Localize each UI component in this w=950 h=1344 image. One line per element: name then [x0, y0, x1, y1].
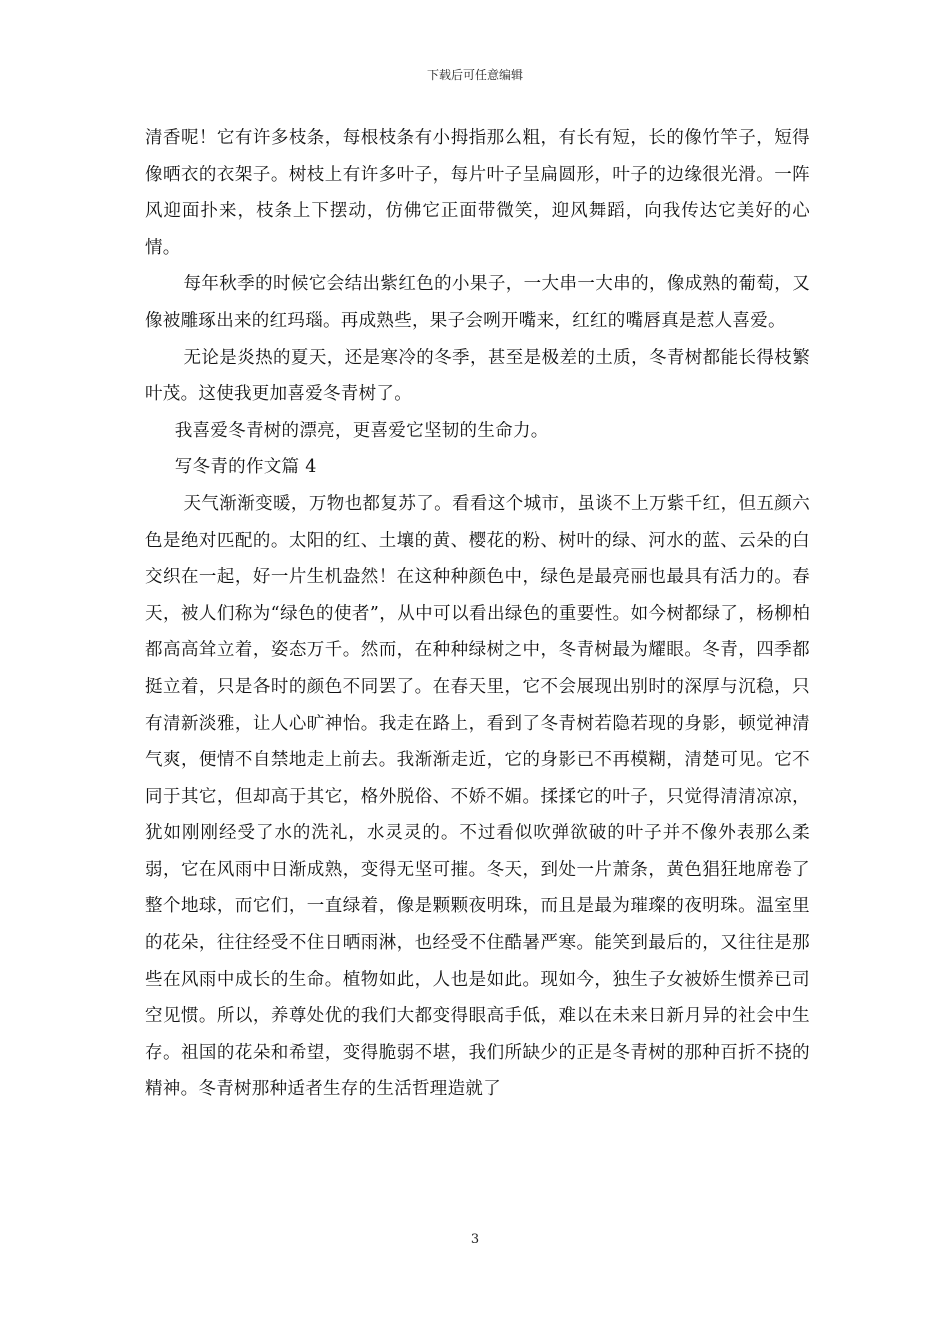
section-heading: 写冬青的作文篇 4: [174, 457, 317, 478]
paragraph-5: 天气渐渐变暖，万物也都复苏了。看看这个城市，虽谈不上万紫千红，但五颜六色是绝对匹配的。太阳的红、土壤的黄、樱花的粉、树叶的绿、河水的蓝、云朵的白交织在一起，好一片生机盎然！在这种种颜色中，绿色是最亮丽也最具有活力的。春天，被人们称为“绿色的使者”，从中可以看出绿色的重要性。如今树都绿了，杨柳柏都高高耸立着，姿态万千。然而，在种种绿树之中，冬青树最为耀眼。冬青，四季都挺立着，只是各时的颜色不同罢了。在春天里，它不会展现出别时的深厚与沉稳，只有清新淡雅，让人心旷神怡。我走在路上，看到了冬青树若隐若现的身影，顿觉神清气爽，便情不自禁地走上前去。我渐渐走近，它的身影已不再模糊，清楚可见。它不同于其它，但却高于其它，格外脱俗、不娇不媚。揉揉它的叶子，只觉得清清凉凉，犹如刚刚经受了水的洗礼，水灵灵的。不过看似吹弹欲破的叶子并不像外表那么柔弱，它在风雨中日渐成熟，变得无坚可摧。冬天，到处一片萧条，黄色猖狂地席卷了整个地球，而它们，一直绿着，像是颗颗夜明珠，而且是最为璀璨的夜明珠。温室里的花朵，往往经受不住日晒雨淋，也经受不住酷暑严寒。能笑到最后的，又往往是那些在风雨中成长的生命。植物如此，人也是如此。现如今，独生子女被娇生惯养已司空见惯。所以，养尊处优的我们大都变得眼高手低，难以在未来日新月异的社会中生存。祖国的花朵和希望，变得脆弱不堪，我们所缺少的正是冬青树的那种百折不挠的精神。冬青树那种适者生存的生活哲理造就了: [145, 493, 810, 1100]
paragraph-1: 清香呢！它有许多枝条，每根枝条有小拇指那么粗，有长有短，长的像竹竿子，短得像晒衣的衣架子。树枝上有许多叶子，每片叶子呈扁圆形，叶子的边缘很光滑。一阵风迎面扑来，枝条上下摆动，仿佛它正面带微笑，迎风舞蹈，向我传达它美好的心情。: [145, 128, 810, 258]
paragraph-2: 每年秋季的时候它会结出紫红色的小果子，一大串一大串的，像成熟的葡萄，又像被雕琢出来的红玛瑙。再成熟些，果子会咧开嘴来，红红的嘴唇真是惹人喜爱。: [145, 274, 810, 331]
document-body: [145, 120, 810, 1108]
paragraph-3: 无论是炎热的夏天，还是寒冷的冬季，甚至是极差的土质，冬青树都能长得枝繁叶茂。这使我更加喜爱冬青树了。: [145, 347, 810, 405]
paragraph-4: 我喜爱冬青树的漂亮，更喜爱它坚韧的生命力。: [174, 420, 549, 441]
page-header: 下载后可任意编辑: [426, 68, 523, 82]
page-number: 3: [470, 1232, 480, 1247]
